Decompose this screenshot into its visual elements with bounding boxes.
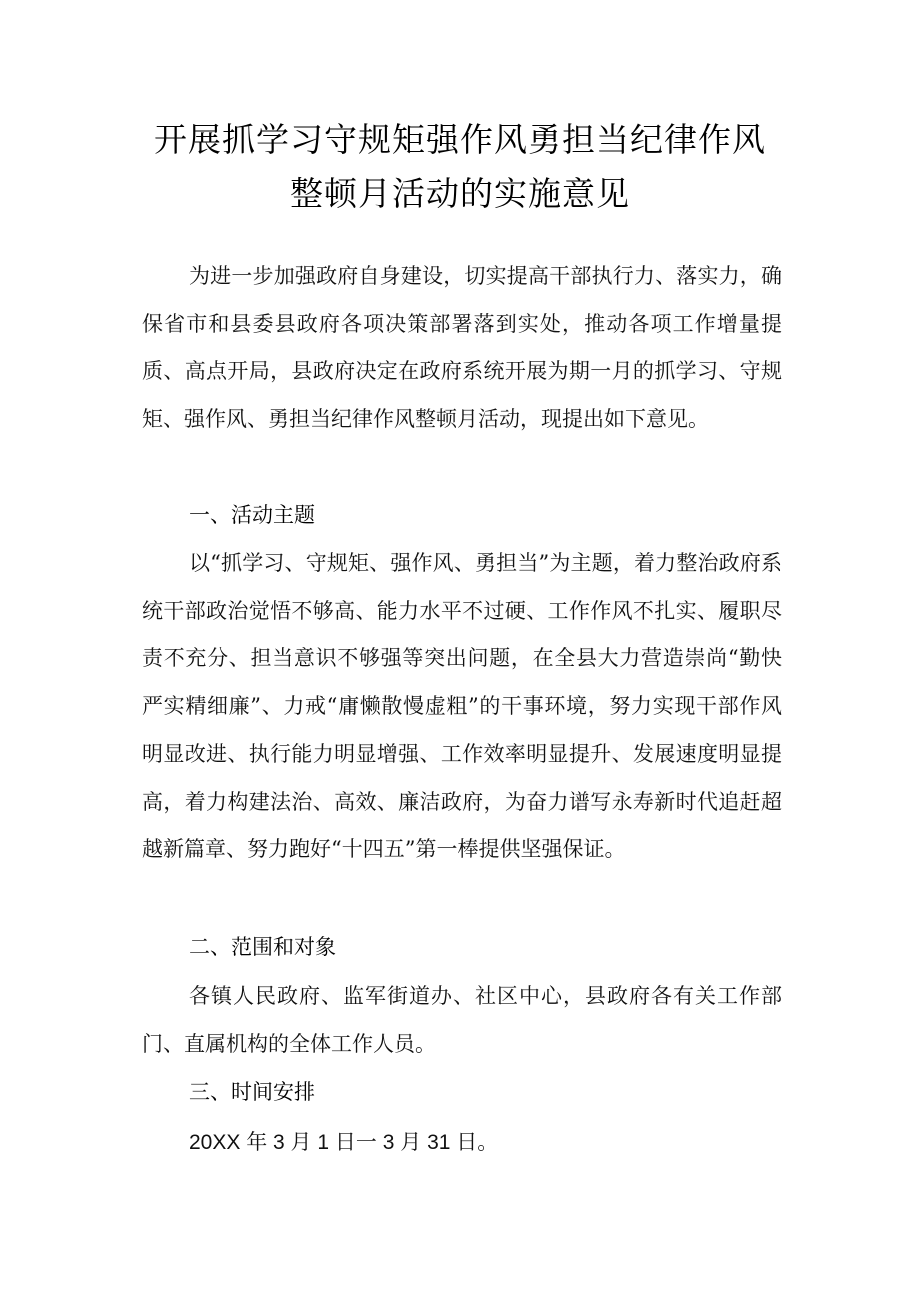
section-heading-scope: 二、范围和对象 — [189, 935, 336, 959]
section-body-schedule: 20XX 年 3 月 1 日一 3 月 31 日。 — [189, 1131, 499, 1154]
section-heading-schedule: 三、时间安排 — [189, 1080, 315, 1104]
section-body-theme: 以“抓学习、守规矩、强作风、勇担当”为主题，着力整治政府系统干部政治觉悟不够高、能力水平不过硬、工作作风不扎实、履职尽责不充分、担当意识不够强等突出问题，在全县大力营造崇尚“勤快严实精细廉”、力戒“庸懒散慢虚粗”的干事环境，努力实现干部作风明显改进、执行能力明显增强、工作效率明显提升、发展速度明显提高，着力构建法治、高效、廉洁政府，为奋力谱写永寿新时代追赶超越新篇章、努力跑好“十四五”第一棒提供坚强保证。 — [142, 551, 782, 862]
intro-paragraph: 为进一步加强政府自身建设，切实提高干部执行力、落实力，确保省市和县委县政府各项决策部署落到实处，推动各项工作增量提质、高点开局，县政府决定在政府系统开展为期一月的抓学习、守规矩、强作风、勇担当纪律作风整顿月活动，现提出如下意见。 — [142, 264, 782, 432]
document-title-line-1: 开展抓学习守规矩强作风勇担当纪律作风 — [154, 120, 766, 159]
document-title-line-2: 整顿月活动的实施意见 — [290, 174, 630, 213]
section-body-scope: 各镇人民政府、监军街道办、社区中心，县政府各有关工作部门、直属机构的全体工作人员。 — [142, 984, 782, 1056]
section-heading-theme: 一、活动主题 — [189, 503, 315, 527]
